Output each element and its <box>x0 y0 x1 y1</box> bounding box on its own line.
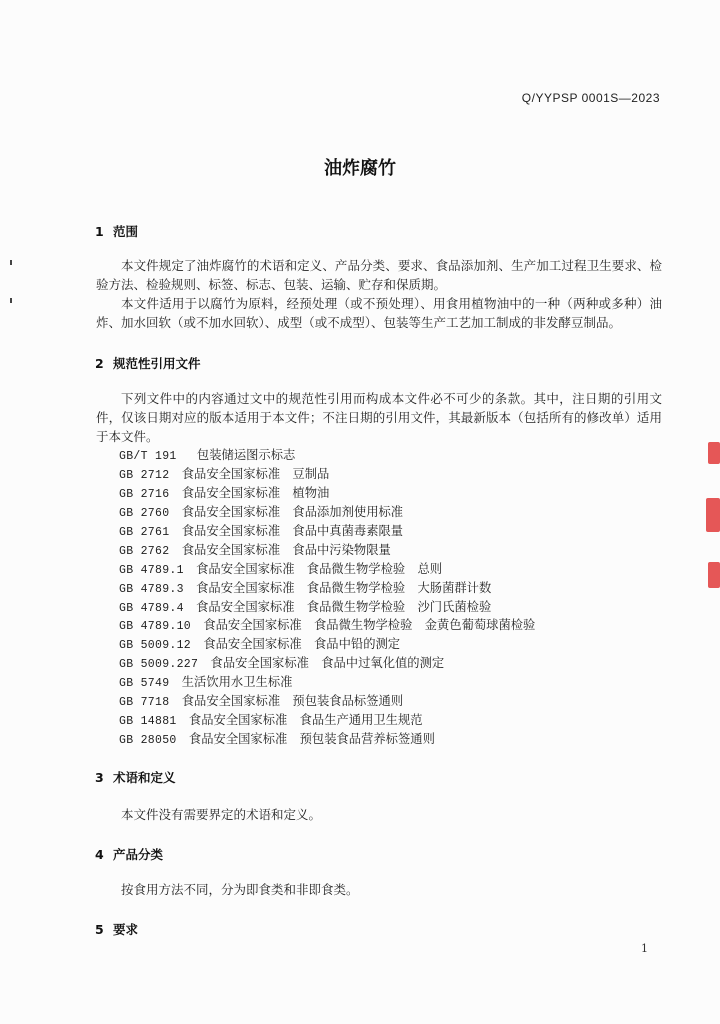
reference-code: GB 4789.10 <box>119 620 192 634</box>
section-number: 4 <box>95 847 104 862</box>
reference-name: 食品安全国家标准 豆制品 <box>181 466 330 481</box>
section-title: 产品分类 <box>113 847 164 862</box>
document-title: 油炸腐竹 <box>324 158 396 179</box>
reference-code: GB 4789.4 <box>119 601 184 615</box>
page-number: 1 <box>641 942 648 955</box>
section-number: 2 <box>95 356 104 371</box>
scan-mark <box>10 298 12 303</box>
section-title: 范围 <box>113 224 139 239</box>
reference-name: 食品安全国家标准 食品微生物学检验 沙门氏菌检验 <box>196 599 492 614</box>
section-number: 5 <box>95 922 104 937</box>
reference-name: 生活饮用水卫生标准 <box>181 675 293 690</box>
seal-stamp-fragment <box>708 562 720 588</box>
reference-item <box>119 635 535 654</box>
section-title: 术语和定义 <box>113 770 176 785</box>
reference-code: GB/T 191 <box>119 450 177 463</box>
section-3-paragraph-1: 本文件没有需要界定的术语和定义。 <box>121 807 322 822</box>
section-title: 规范性引用文件 <box>113 356 201 371</box>
reference-item <box>119 465 535 484</box>
reference-code: GB 7718 <box>119 696 170 710</box>
scan-mark <box>10 260 12 265</box>
reference-code: GB 14881 <box>119 715 177 729</box>
reference-code: GB 2762 <box>119 544 170 558</box>
reference-code: GB 2761 <box>119 525 170 539</box>
reference-name: 食品安全国家标准 食品微生物学检验 总则 <box>196 561 443 576</box>
reference-code: GB 4789.1 <box>119 563 184 577</box>
reference-item <box>119 616 535 635</box>
reference-item <box>119 692 535 711</box>
reference-item <box>119 484 535 503</box>
reference-item <box>119 541 535 560</box>
reference-item <box>119 446 535 465</box>
reference-code: GB 2712 <box>119 468 170 482</box>
reference-item <box>119 560 535 579</box>
section-4-paragraph-1: 按食用方法不同，分为即食类和非即食类。 <box>121 882 359 897</box>
reference-code: GB 2760 <box>119 506 170 520</box>
seal-stamp-fragment <box>706 498 720 532</box>
reference-name: 食品安全国家标准 植物油 <box>181 485 330 500</box>
reference-item <box>119 579 535 598</box>
reference-name: 食品安全国家标准 食品微生物学检验 金黄色葡萄球菌检验 <box>203 618 536 633</box>
reference-item <box>119 503 535 522</box>
reference-name: 食品安全国家标准 食品中铅的测定 <box>203 637 401 652</box>
reference-item <box>119 522 535 541</box>
reference-item <box>119 673 535 692</box>
reference-name: 食品安全国家标准 食品中污染物限量 <box>181 542 391 557</box>
section-5-heading <box>95 920 138 938</box>
reference-name: 包装储运图示标志 <box>196 448 296 462</box>
reference-item <box>119 598 535 617</box>
reference-code: GB 2716 <box>119 487 170 501</box>
section-1-paragraph-1: 本文件规定了油炸腐竹的术语和定义、产品分类、要求、食品添加剂、生产加工过程卫生要求、检验方法、检验规则、标签、标志、包装、运输、贮存和保质期。 <box>96 258 662 292</box>
section-2-heading <box>95 354 201 372</box>
reference-code: GB 5009.227 <box>119 658 199 672</box>
reference-code: GB 28050 <box>119 734 177 748</box>
section-1-heading <box>95 222 138 240</box>
section-number: 1 <box>95 224 104 239</box>
reference-name: 食品安全国家标准 预包装食品营养标签通则 <box>188 732 435 747</box>
reference-code: GB 4789.3 <box>119 582 184 596</box>
reference-name: 食品安全国家标准 食品生产通用卫生规范 <box>188 713 423 728</box>
reference-name: 食品安全国家标准 预包装食品标签通则 <box>181 694 404 709</box>
reference-item <box>119 654 535 673</box>
seal-stamp-fragment <box>708 442 720 464</box>
section-title: 要求 <box>113 922 139 937</box>
reference-item <box>119 711 535 730</box>
reference-item <box>119 730 535 749</box>
section-4-heading <box>95 845 163 863</box>
reference-name: 食品安全国家标准 食品中真菌毒素限量 <box>181 523 404 538</box>
section-3-heading <box>95 768 176 786</box>
reference-code: GB 5749 <box>119 677 170 691</box>
document-code: Q/YYPSP 0001S—2023 <box>521 91 660 105</box>
reference-name: 食品安全国家标准 食品添加剂使用标准 <box>181 504 404 519</box>
reference-code: GB 5009.12 <box>119 639 192 653</box>
reference-name: 食品安全国家标准 食品微生物学检验 大肠菌群计数 <box>196 580 492 595</box>
normative-references-list <box>119 446 535 749</box>
reference-name: 食品安全国家标准 食品中过氧化值的测定 <box>210 656 445 671</box>
section-1-paragraph-2: 本文件适用于以腐竹为原料，经预处理（或不预处理）、用食用植物油中的一种（两种或多种）油炸、加水回软（或不加水回软）、成型（或不成型）、包装等生产工艺加工制成的非发酵豆制品。 <box>96 296 662 330</box>
section-number: 3 <box>95 770 104 785</box>
section-2-paragraph-1: 下列文件中的内容通过文中的规范性引用而构成本文件必不可少的条款。其中，注日期的引用文件，仅该日期对应的版本适用于本文件；不注日期的引用文件，其最新版本（包括所有的修改单）适用于本文件。 <box>96 391 662 444</box>
